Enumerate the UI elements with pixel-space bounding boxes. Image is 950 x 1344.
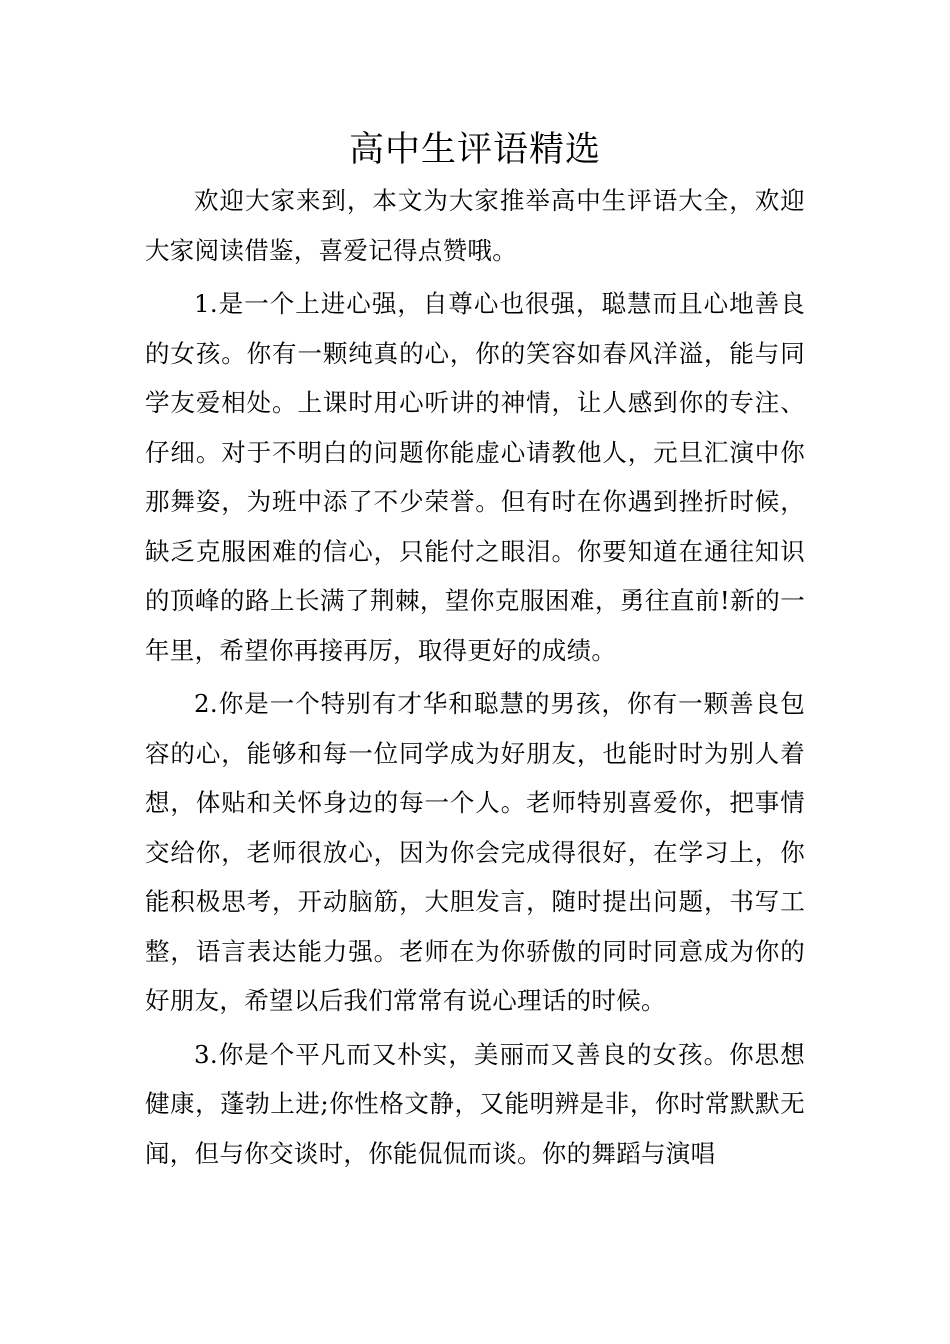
intro-paragraph: 欢迎大家来到，本文为大家推举高中生评语大全，欢迎大家阅读借鉴，喜爱记得点赞哦。 bbox=[145, 186, 805, 265]
comment-paragraph-1: 1.是一个上进心强，自尊心也很强，聪慧而且心地善良的女孩。你有一颗纯真的心，你的笑容如春风洋溢，能与同学友爱相处。上课时用心听讲的神情，让人感到你的专注、仔细。对于不明白的问题你能虚心请教他人，元旦汇演中你那舞姿，为班中添了不少荣誉。但有时在你遇到挫折时候，缺乏克服困难的信心，只能付之眼泪。你要知道在通往知识的顶峰的路上长满了荆棘，望你克服困难，勇往直前!新的一年里，希望你再接再厉，取得更好的成绩。 bbox=[145, 289, 805, 665]
document-body bbox=[145, 176, 805, 1182]
document-title: 高中生评语精选 bbox=[348, 130, 601, 170]
comment-paragraph-2: 2.你是一个特别有才华和聪慧的男孩，你有一颗善良包容的心，能够和每一位同学成为好朋友，也能时时为别人着想，体贴和关怀身边的每一个人。老师特别喜爱你，把事情交给你，老师很放心，因为你会完成得很好，在学习上，你能积极思考，开动脑筋，大胆发言，随时提出问题，书写工整，语言表达能力强。老师在为你骄傲的同时同意成为你的好朋友，希望以后我们常常有说心理话的时候。 bbox=[145, 689, 805, 1015]
comment-paragraph-3: 3.你是个平凡而又朴实，美丽而又善良的女孩。你思想健康，蓬勃上进;你性格文静，又能明辨是非，你时常默默无闻，但与你交谈时，你能侃侃而谈。你的舞蹈与演唱 bbox=[145, 1039, 805, 1168]
